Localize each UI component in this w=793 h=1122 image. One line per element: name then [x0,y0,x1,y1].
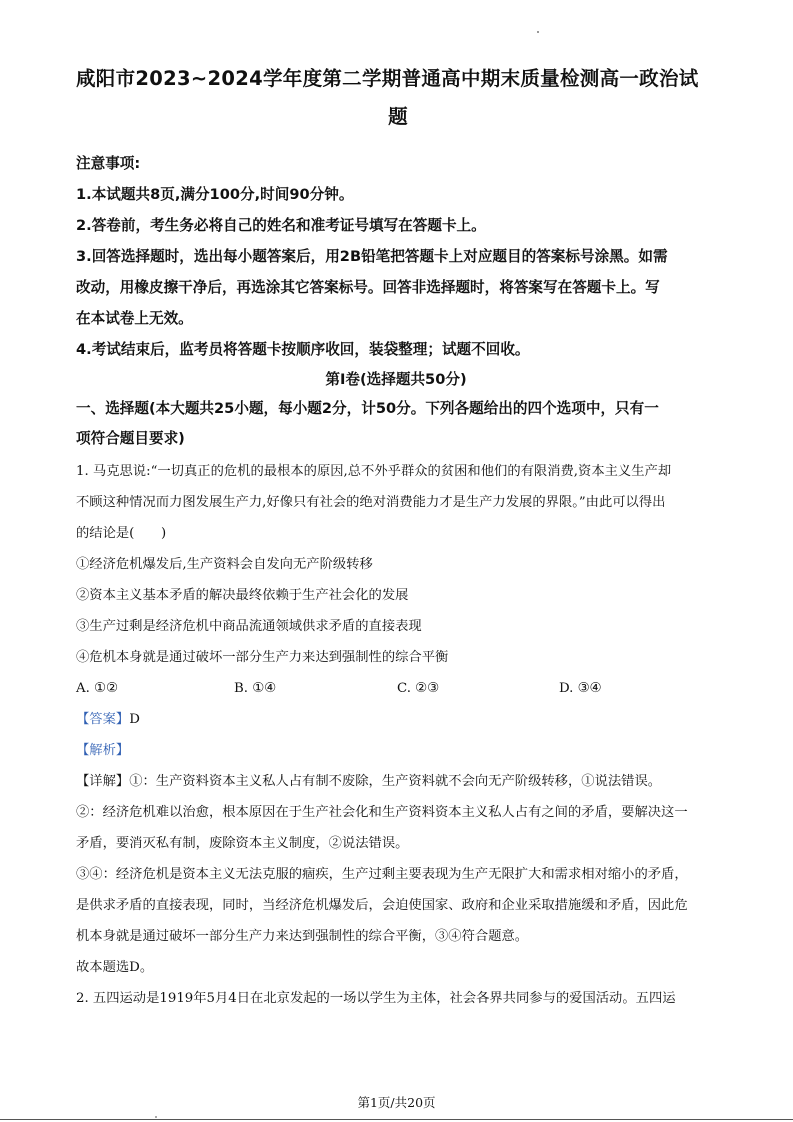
question-1 [76,456,726,1014]
detail-text: 是供求矛盾的直接表现，同时，当经济危机爆发后，会迫使国家、政府和企业采取措施缓和矛盾，因此危 [76,898,688,913]
detail-text: 机本身就是通过破坏一部分生产力来达到强制性的综合平衡，③④符合题意。 [76,929,529,944]
part-heading-line: 项符合题目要求) [76,430,185,447]
detail-text: 矛盾，要消灭私有制，废除资本主义制度，②说法错误。 [76,836,409,851]
notes-block [76,148,726,365]
question-stem-line: 不顾这种情况而力图发展生产力,好像只有社会的绝对消费能力才是生产力发展的界限。”由此可以得出 [76,495,666,510]
option-b: B. ①④ [234,681,277,696]
question-stem-line: 1. 马克思说:“一切真正的危机的最根本的原因,总不外乎群众的贫困和他们的有限消费,资本主义生产却 [76,464,672,479]
answer-value: D [129,712,140,727]
question-stem-line: 的结论是( ) [76,526,167,541]
notes-item: 在本试卷上无效。 [76,310,193,327]
detail-tag: 【详解】 [76,774,130,789]
title-line-1: 咸阳市2023~2024学年度第二学期普通高中期末质量检测高一政治试 [76,67,699,90]
answer-tag: 【答案】 [76,712,130,727]
page-bottom-rule [0,1119,793,1120]
detail-line [76,766,726,797]
detail-text: ③④：经济危机是资本主义无法克服的痼疾，生产过剩主要表现为生产无限扩大和需求相对缩小的矛盾， [76,867,688,882]
detail-text: ①：生产资料资本主义私人占有制不废除，生产资料就不会向无产阶级转移，①说法错误。 [129,774,662,789]
answer-line [76,704,726,735]
option-a: A. ①② [76,681,118,696]
question-2-stem: 2. 五四运动是1919年5月4日在北京发起的一场以学生为主体，社会各界共同参与的爱国活动。五四运 [76,991,676,1006]
detail-text: ②：经济危机难以治愈，根本原因在于生产社会化和生产资料资本主义私人占有之间的矛盾，要解决这一 [76,805,688,820]
part-heading [76,394,726,454]
notes-item: 1.本试题共8页,满分100分,时间90分钟。 [76,186,354,203]
notes-item: 3.回答选择题时，选出每小题答案后，用2B铅笔把答题卡上对应题目的答案标号涂黑。如需 [76,248,668,265]
detail-text: 故本题选D。 [76,960,154,975]
option-c: C. ②③ [397,681,439,696]
notes-heading: 注意事项: [76,155,141,172]
analysis-line [76,735,726,766]
statement-1: ①经济危机爆发后,生产资料会自发向无产阶级转移 [76,557,373,572]
options-row [76,673,726,704]
statement-4: ④危机本身就是通过破坏一部分生产力来达到强制性的综合平衡 [76,650,449,665]
notes-item: 改动，用橡皮擦干净后，再选涂其它答案标号。回答非选择题时，将答案写在答题卡上。写 [76,279,660,296]
option-d: D. ③④ [559,681,602,696]
part-heading-line: 一、选择题(本大题共25小题，每小题2分，计50分。下列各题给出的四个选项中，只有一 [76,400,659,417]
scan-dot [155,1116,157,1118]
scan-dot [537,31,539,33]
statement-3: ③生产过剩是经济危机中商品流通领域供求矛盾的直接表现 [76,619,422,634]
analysis-tag: 【解析】 [76,743,130,758]
section-title: 第Ⅰ卷(选择题共50分) [325,371,467,388]
statement-2: ②资本主义基本矛盾的解决最终依赖于生产社会化的发展 [76,588,409,603]
notes-item: 2.答卷前，考生务必将自己的姓名和准考证号填写在答题卡上。 [76,217,486,234]
title-line-2: 题 [388,105,408,128]
notes-item: 4.考试结束后，监考员将答题卡按顺序收回，装袋整理；试题不回收。 [76,341,530,358]
page-number: 第1页/共20页 [357,1095,436,1110]
document-title [76,60,720,136]
